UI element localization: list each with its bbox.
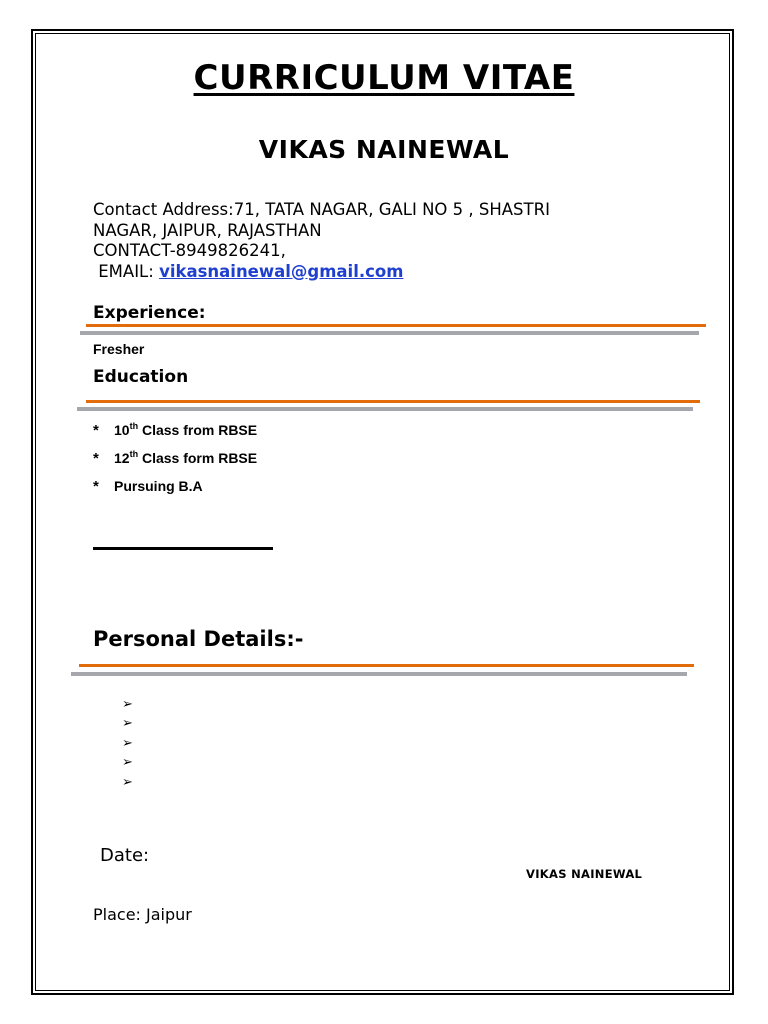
arrow-bullet-icon: ➢ [122, 697, 133, 712]
contact-block [93, 200, 550, 282]
email-line [93, 262, 550, 283]
date-label: Date: [100, 845, 150, 866]
blank-underline [93, 547, 273, 550]
experience-heading: Experience: [93, 303, 206, 323]
experience-gray-rule [80, 331, 699, 335]
arrow-bullet-icon: ➢ [122, 775, 133, 790]
education-gray-rule [77, 407, 693, 411]
bullet-star: * [93, 450, 99, 467]
document-title: CURRICULUM VITAE [193, 58, 575, 98]
address-line-2: NAGAR, JAIPUR, RAJASTHAN [93, 220, 322, 240]
arrow-bullet-icon: ➢ [122, 736, 133, 751]
arrow-bullet-icon: ➢ [122, 755, 133, 770]
education-orange-rule [86, 400, 700, 403]
education-heading: Education [93, 367, 189, 387]
education-item: * Pursuing B.A [93, 478, 203, 495]
bullet-star: * [93, 478, 99, 495]
personal-details-heading: Personal Details:- [93, 627, 304, 651]
candidate-name: VIKAS NAINEWAL [258, 135, 510, 164]
address-line-1: Contact Address:71, TATA NAGAR, GALI NO 5 , SHASTRI [93, 200, 550, 219]
experience-orange-rule [86, 324, 706, 327]
personal-gray-rule [71, 672, 687, 676]
personal-orange-rule [79, 664, 694, 667]
place-line: Place: Jaipur [93, 905, 192, 924]
phone-line: CONTACT-8949826241, [93, 241, 286, 260]
bullet-star: * [93, 422, 99, 439]
arrow-bullet-icon: ➢ [122, 716, 133, 731]
education-item: * 10th Class from RBSE [93, 421, 258, 439]
signature-name: VIKAS NAINEWAL [526, 867, 643, 881]
email-link[interactable]: vikasnainewal@gmail.com [159, 261, 404, 281]
experience-value: Fresher [93, 341, 145, 357]
email-label: EMAIL: [93, 261, 160, 281]
education-item: * 12th Class form RBSE [93, 449, 258, 467]
